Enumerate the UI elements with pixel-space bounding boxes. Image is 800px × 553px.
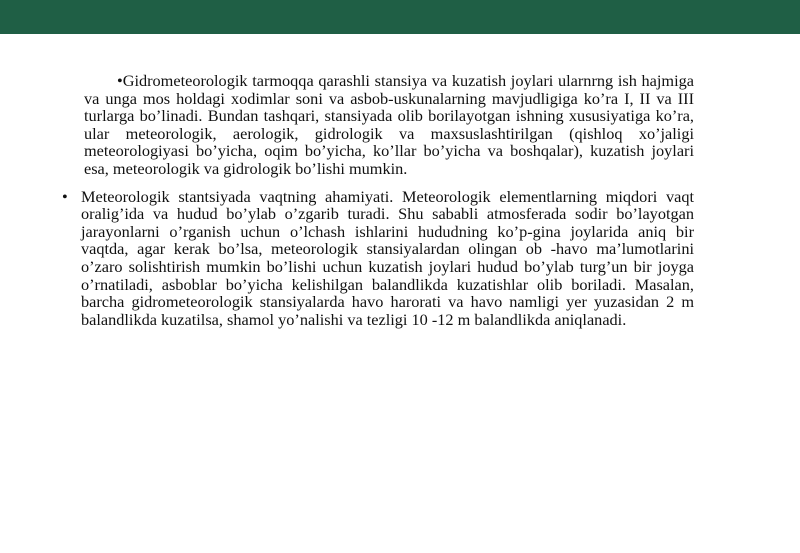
slide-content xyxy=(62,71,694,329)
bullet-icon: • xyxy=(62,186,68,206)
paragraph-time-importance: Meteorologik stantsiyada vaqtning ahamiyati. Meteorologik elementlarning miqdori vaqt oralig’ida va hudud bo’ylab o’zgarib turadi. Shu sababli atmosferada sodir bo’layotgan jarayonlarni o’rganish uchun o’lchash ishlarini hududning ko’p-gina joylarida aniq bir vaqtda, agar kerak bo’lsa, meteorologik stansiyalardan olingan ob -havo ma’lumotlarini o’zaro solishtirish mumkin bo’lishi uchun kuzatish joylari hudud bo’ylab turg’un bir joyga o’rnatiladi, asboblar bo’yicha kelishilgan balandlikda kuzatishlar olib boriladi. Masalan, barcha gidrometeorologik stansiyalarda havo harorati va havo namligi yer yuzasidan 2 m balandlikda kuzatilsa, shamol yo’nalishi va tezligi 10 -12 m balandlikda aniqlanadi. xyxy=(81,186,694,329)
bullet-item-time-importance xyxy=(62,186,694,329)
paragraph-station-types: •Gidrometeorologik tarmoqqa qarashli stansiya va kuzatish joylari ularnrng ish hajmiga va unga mos holdagi xodimlar soni va asbob-uskunalarning mavjudligiga ko’ra I, II va III turlarga bo’linadi. Bundan tashqari, stansiyada olib borilayotgan ishning xususiyatiga ko’ra, ular meteorologik, aerologik, gidrologik va maxsuslashtirilgan (qishloq xo’jaligi meteorologiyasi bo’yicha, oqim bo’yicha, ko’llar bo’yicha va boshqalar), kuzatish joylari esa, meteorologik va gidrologik bo’lishi mumkin. xyxy=(84,71,694,178)
header-bar xyxy=(0,0,800,34)
